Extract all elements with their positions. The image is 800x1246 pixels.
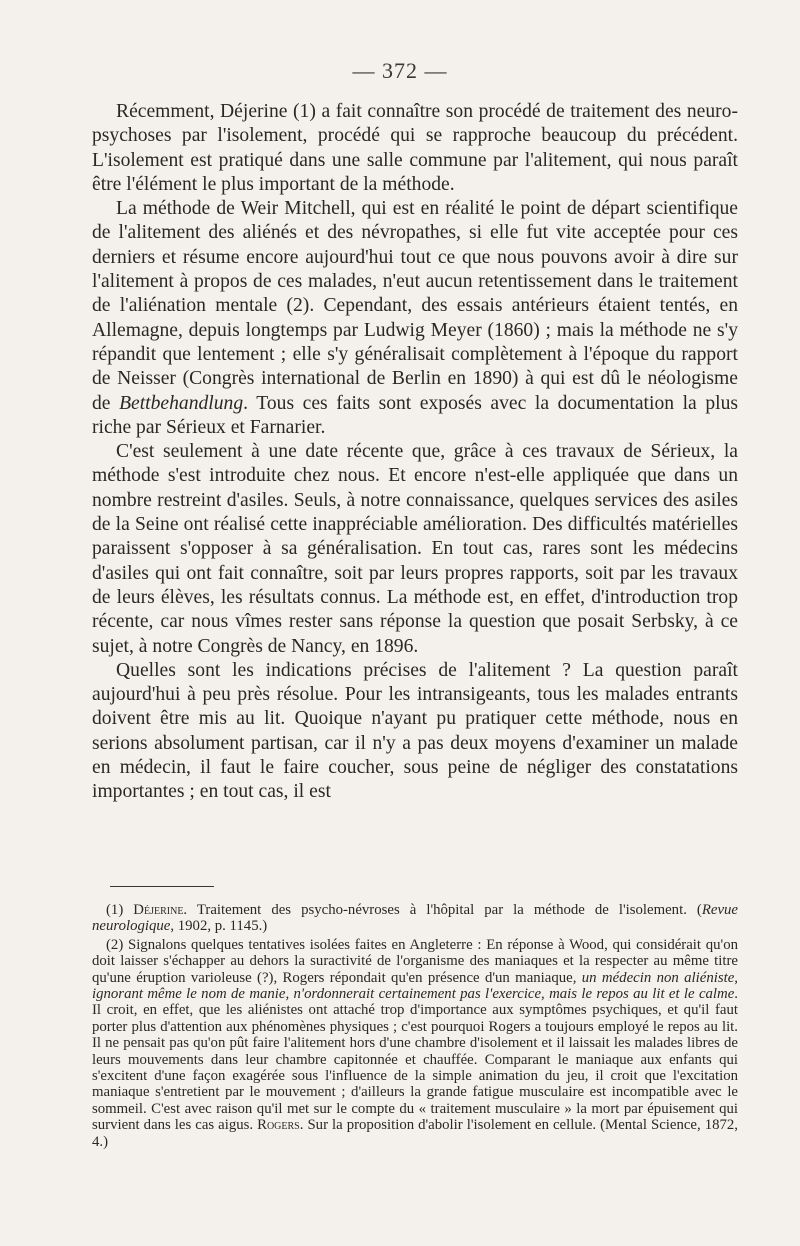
footnote-2-text-a: (2) Signalons quelques tentatives isolées faites en Angleterre : En réponse à Wood, qui considérait qu'on doit laisser s'échapper au dehors la suractivité de l'organisme des maniaques et la respecter au même titre qu'une éruption varioleuse (?), Rogers répondait qu'en présence d'un maniaque, [92, 936, 738, 986]
footnote-2-author: Rogers [257, 1117, 300, 1134]
page-number: — 372 — [352, 58, 448, 83]
paragraph-2-text-a: La méthode de Weir Mitchell, qui est en réalité le point de départ scientifique de l'alitement des aliénés et des névropathes, si elle fut vite acceptée pour ces derniers et résume encore aujourd'hui tout ce que nous pouvons avoir à dire sur l'alitement à propos de ces malades, n'eut aucun retentissement dans le traitement de l'aliénation mentale (2). Cependant, des essais antérieurs étaient tentés, en Allemagne, depuis longtemps par Ludwig Meyer (1860) ; mais la méthode ne s'y répandit que lentement ; elle s'y généralisait complètement à l'époque du rapport de Neisser (Congrès international de Berlin en 1890) à qui est dû le néologisme de [92, 198, 738, 414]
body-text [92, 100, 738, 805]
footnote-2 [92, 937, 738, 1150]
footnote-1-journal: Revue neurologique [92, 902, 738, 935]
footnote-2-text-c: . Sur la proposition d'abolir l'isolement en cellule. (Mental Science, 1872, 4.) [92, 1117, 738, 1150]
paragraph-3: C'est seulement à une date récente que, grâce à ces travaux de Sérieux, la méthode s'est introduite chez nous. Et encore n'est-elle appliquée que dans un nombre restreint d'asiles. Seuls, à notre connaissance, quelques services des asiles de la Seine ont réalisé cette inappréciable amélioration. Des difficultés matérielles paraissent s'opposer à sa généralisation. En tout cas, rares sont les médecins d'asiles qui ont fait connaître, soit par leurs propres rapports, soit par les travaux de leurs élèves, les résultats connus. La méthode est, en effet, d'introduction trop récente, car nous vîmes rester sans réponse la question que posait Serbsky, à ce sujet, à notre Congrès de Nancy, en 1896. [92, 441, 738, 657]
paragraph-1: Récemment, Déjerine (1) a fait connaître son procédé de traitement des neuro-psychoses par l'isolement, procédé qui se rapproche beaucoup du précédent. L'isolement est pratiqué dans une salle commune par l'alitement, qui nous paraît être l'élément le plus important de la méthode. [92, 101, 738, 195]
footnotes [92, 902, 738, 1150]
footnote-1-text: . Traitement des psycho-névroses à l'hôpital par la méthode de l'isolement. ( [183, 902, 702, 918]
footnote-1-number: (1) [106, 902, 134, 918]
paragraph-2-term: Bettbehandlung [119, 392, 244, 414]
footnote-1-author: Déjerine [133, 902, 184, 918]
paragraph-2-text-b: . Tous ces faits sont exposés avec la documentation la plus riche par Sérieux et Farnarier. [92, 392, 738, 438]
footnote-2-text-b: . Il croit, en effet, que les aliénistes ont attaché trop d'importance aux symptômes psychiques, et qu'il faut porter plus d'attention aux phénomènes physiques ; c'est pourquoi Rogers a toujours employé le repos au lit. Il ne pensait pas qu'on pût faire l'alitement hors d'une chambre d'isolement et il laissait les malades libres de leurs mouvements dans leur chambre capitonnée et chauffée. Comparant le maniaque aux enfants qui s'excitent d'une façon exagérée sous l'influence de la simple animation du jeu, il croit que l'excitation maniaque s'entretient par le mouvement ; d'ailleurs la grande fatigue musculaire est incompatible avec le sommeil. C'est avec raison qu'il met sur le compte du « traitement musculaire » la mort par épuisement qui survient dans les cas aigus. [92, 986, 738, 1134]
footnote-separator [110, 886, 214, 887]
footnote-1-end: , 1902, p. 1145.) [170, 918, 268, 935]
paragraph-4: Quelles sont les indications précises de l'alitement ? La question paraît aujourd'hui à peu près résolue. Pour les intransigeants, tous les malades entrants doivent être mis au lit. Quoique n'ayant pu pratiquer cette méthode, nous en serions absolument partisan, car il n'y a pas deux moyens d'examiner un malade en médecin, il faut le faire coucher, sous peine de négliger des constatations importantes ; en tout cas, il est [92, 659, 738, 803]
footnote-1 [92, 902, 738, 935]
paragraph-2 [92, 197, 738, 440]
footnote-2-quote: un médecin non aliéniste, ignorant même le nom de manie, n'ordonnerait certainement pas l'exercice, mais le repos au lit et le calme [92, 969, 738, 1003]
